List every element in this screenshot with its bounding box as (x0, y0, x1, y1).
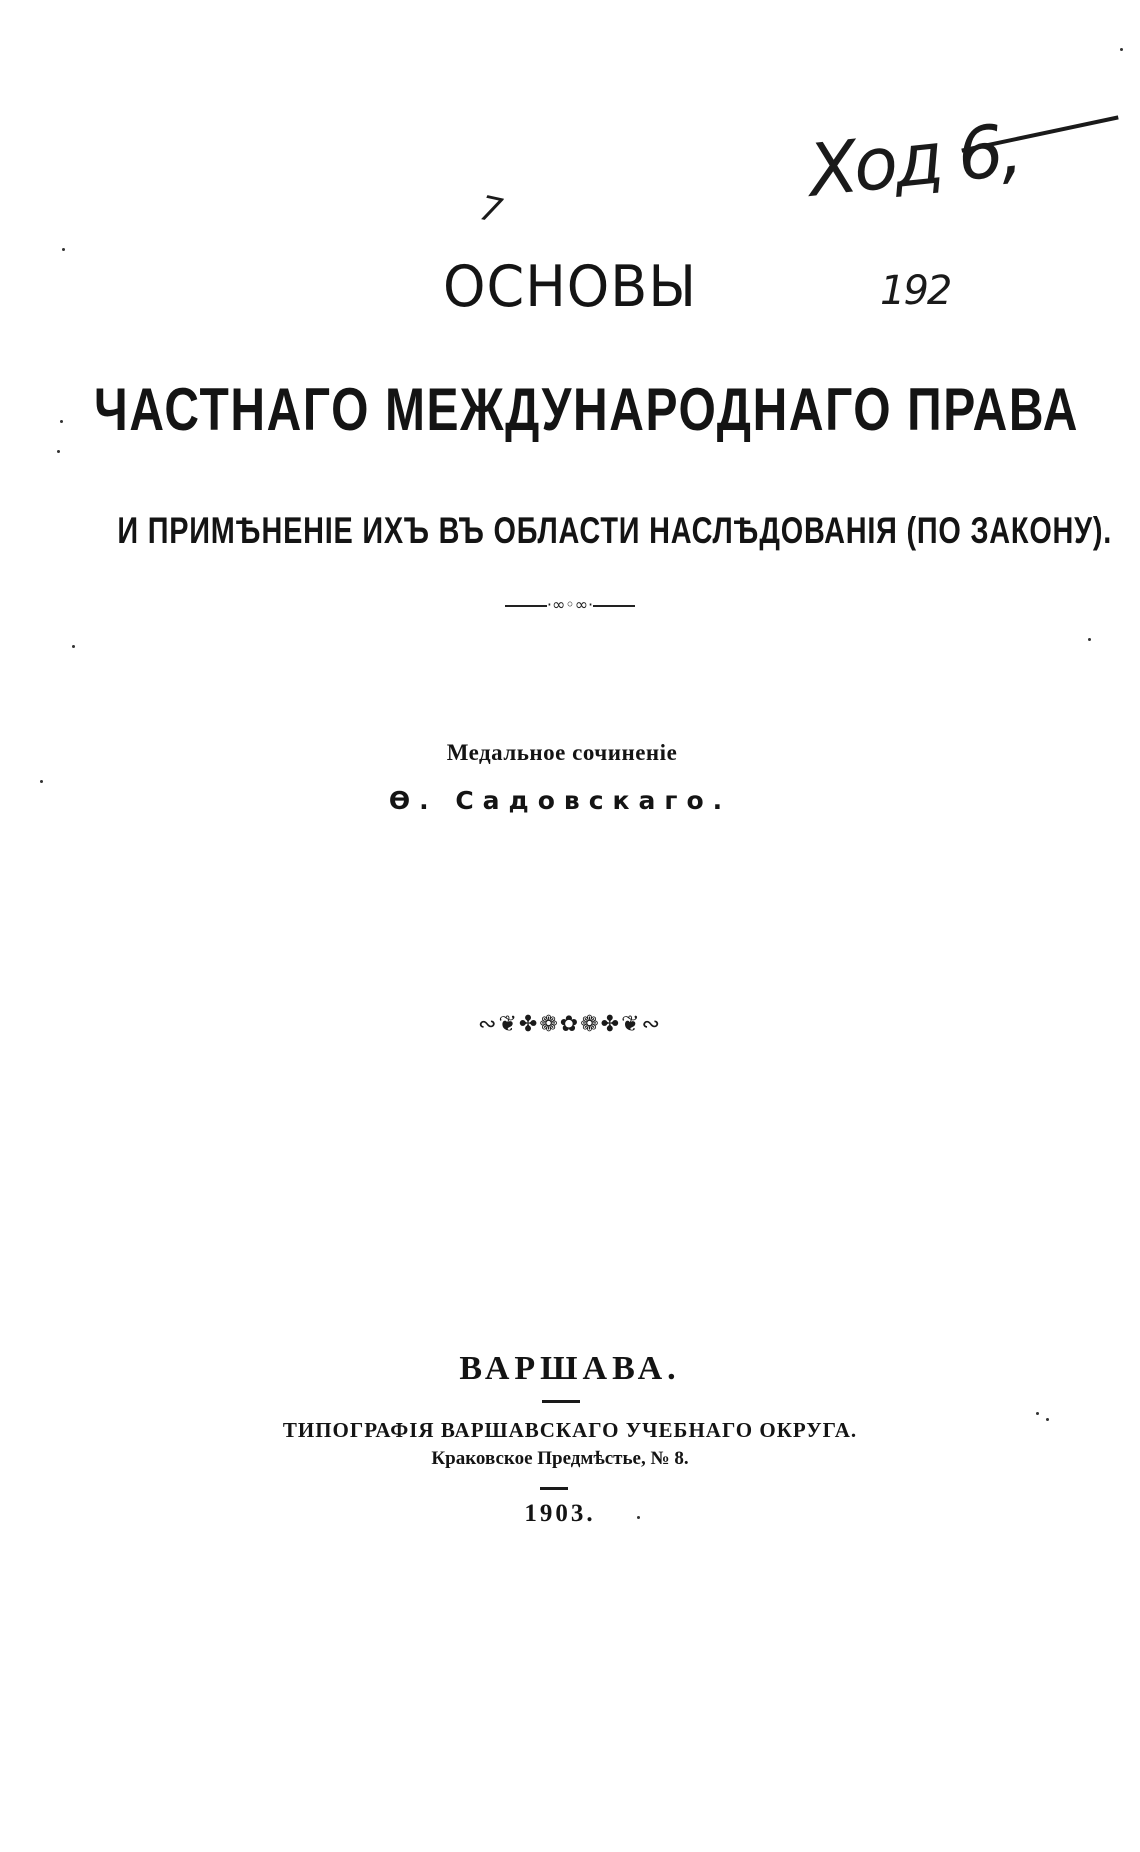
handwritten-shelfmark: Ход 6, (804, 107, 1023, 213)
publication-year: 1903. (524, 1500, 596, 1527)
handwritten-number: 192 (880, 268, 951, 314)
publication-city: ВАРШАВА. (459, 1350, 681, 1387)
floral-vignette-icon: ∾❦✤❁✿❁✤❦∾ (478, 1012, 662, 1037)
scan-speck (1120, 48, 1123, 51)
scan-speck (72, 645, 75, 648)
book-title: ОСНОВЫ (442, 253, 697, 320)
scan-speck (1046, 1418, 1049, 1421)
book-subtitle-2: И ПРИМѢНЕНІЕ ИХЪ ВЪ ОБЛАСТИ НАСЛѢДОВАНІЯ (ПО ЗАКОНУ). (117, 510, 1113, 551)
divider-rule (540, 1487, 568, 1490)
ornamental-divider-icon: ·∞◦∞· (0, 595, 1140, 614)
author-name: Ѳ. Садовскаго. (388, 786, 732, 815)
handwritten-mark: 7 (476, 188, 506, 232)
work-description: Медальное сочиненіе (446, 740, 678, 765)
printer-address: Краковское Предмѣстье, № 8. (431, 1448, 689, 1469)
scan-speck (637, 1516, 640, 1519)
scan-speck (57, 450, 60, 453)
book-subtitle: ЧАСТНАГО МЕЖДУНАРОДНАГО ПРАВА (94, 376, 1080, 443)
scan-speck (1036, 1412, 1039, 1415)
scan-speck (62, 248, 65, 251)
scan-speck (1088, 638, 1091, 641)
divider-rule (542, 1400, 580, 1403)
printer-name: ТИПОГРАФІЯ ВАРШАВСКАГО УЧЕБНАГО ОКРУГА. (282, 1418, 858, 1442)
scan-speck (40, 780, 43, 783)
scan-speck (60, 420, 63, 423)
